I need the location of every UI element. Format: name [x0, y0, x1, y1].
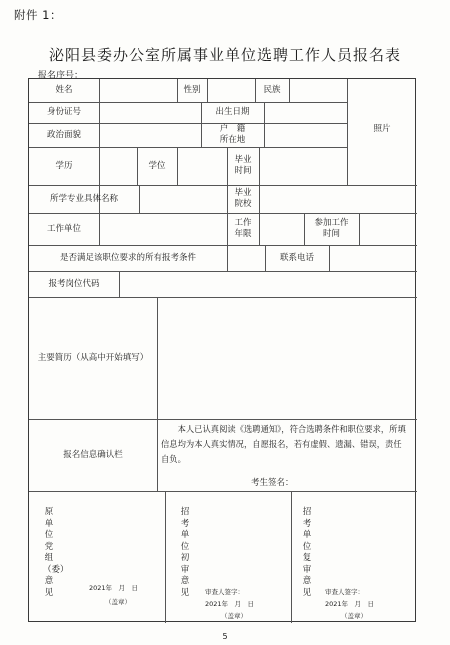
graduation-school-label: 毕业 院校 [234, 188, 252, 209]
resume-label: 主要简历（从高中开始填写） [37, 352, 149, 363]
party-seal: （盖章） [105, 598, 131, 606]
initial-review-seal: （盖章） [221, 612, 247, 620]
party-date: 2021年 月 日 [89, 584, 139, 592]
applicant-signature-label: 考生签名： [251, 478, 294, 488]
registration-form-table [28, 78, 416, 622]
final-review-seal: （盖章） [341, 612, 367, 620]
final-reviewer-label: 审查人签字： [325, 588, 364, 596]
household-label: 户 籍 所在地 [219, 124, 246, 145]
contact-phone-label: 联系电话 [279, 252, 314, 263]
party-opinion-label: 原单位党组（委）意见 [43, 507, 69, 598]
serial-number-label: 报名序号： [38, 71, 84, 81]
gender-label: 性别 [183, 85, 201, 95]
declaration-text: 本人已认真阅读《选聘通知》，符合选聘条件和职位要求，所填信息均为本人真实情况，自愿报名，若有虚假、遗漏、错误，责任自负。 [161, 424, 406, 464]
page-number: 5 [222, 632, 228, 641]
initial-review-label: 招考单位初审意见 [180, 507, 190, 598]
initial-reviewer-label: 审查人签字： [205, 588, 244, 596]
initial-review-date: 2021年 月 日 [205, 600, 255, 608]
employer-label: 工作单位 [46, 223, 81, 234]
final-review-label: 招考单位复审意见 [302, 507, 312, 598]
confirmation-label: 报名信息确认栏 [63, 449, 123, 460]
form-title: 泌阳县委办公室所属事业单位选聘工作人员报名表 [48, 46, 401, 64]
meets-requirements-label: 是否满足该职位要求的所有报考条件 [59, 252, 196, 263]
political-status-label: 政治面貌 [46, 129, 81, 140]
ethnicity-label: 民族 [263, 85, 281, 95]
education-label: 学历 [55, 160, 73, 171]
id-number-label: 身份证号 [46, 107, 81, 117]
final-review-date: 2021年 月 日 [325, 600, 375, 608]
major-label: 所学专业具体名称 [49, 193, 118, 204]
work-years-label: 工作 年限 [234, 218, 252, 239]
birth-date-label: 出生日期 [215, 107, 250, 117]
attachment-label: 附件 1： [14, 8, 62, 22]
name-label: 姓名 [55, 85, 73, 95]
photo-label: 照片 [373, 123, 391, 134]
degree-label: 学位 [148, 160, 166, 171]
work-start-time-label: 参加工作 时间 [314, 218, 349, 239]
position-code-label: 报考岗位代码 [48, 278, 100, 289]
graduation-time-label: 毕业 时间 [234, 155, 252, 176]
photo-box[interactable] [347, 79, 417, 185]
